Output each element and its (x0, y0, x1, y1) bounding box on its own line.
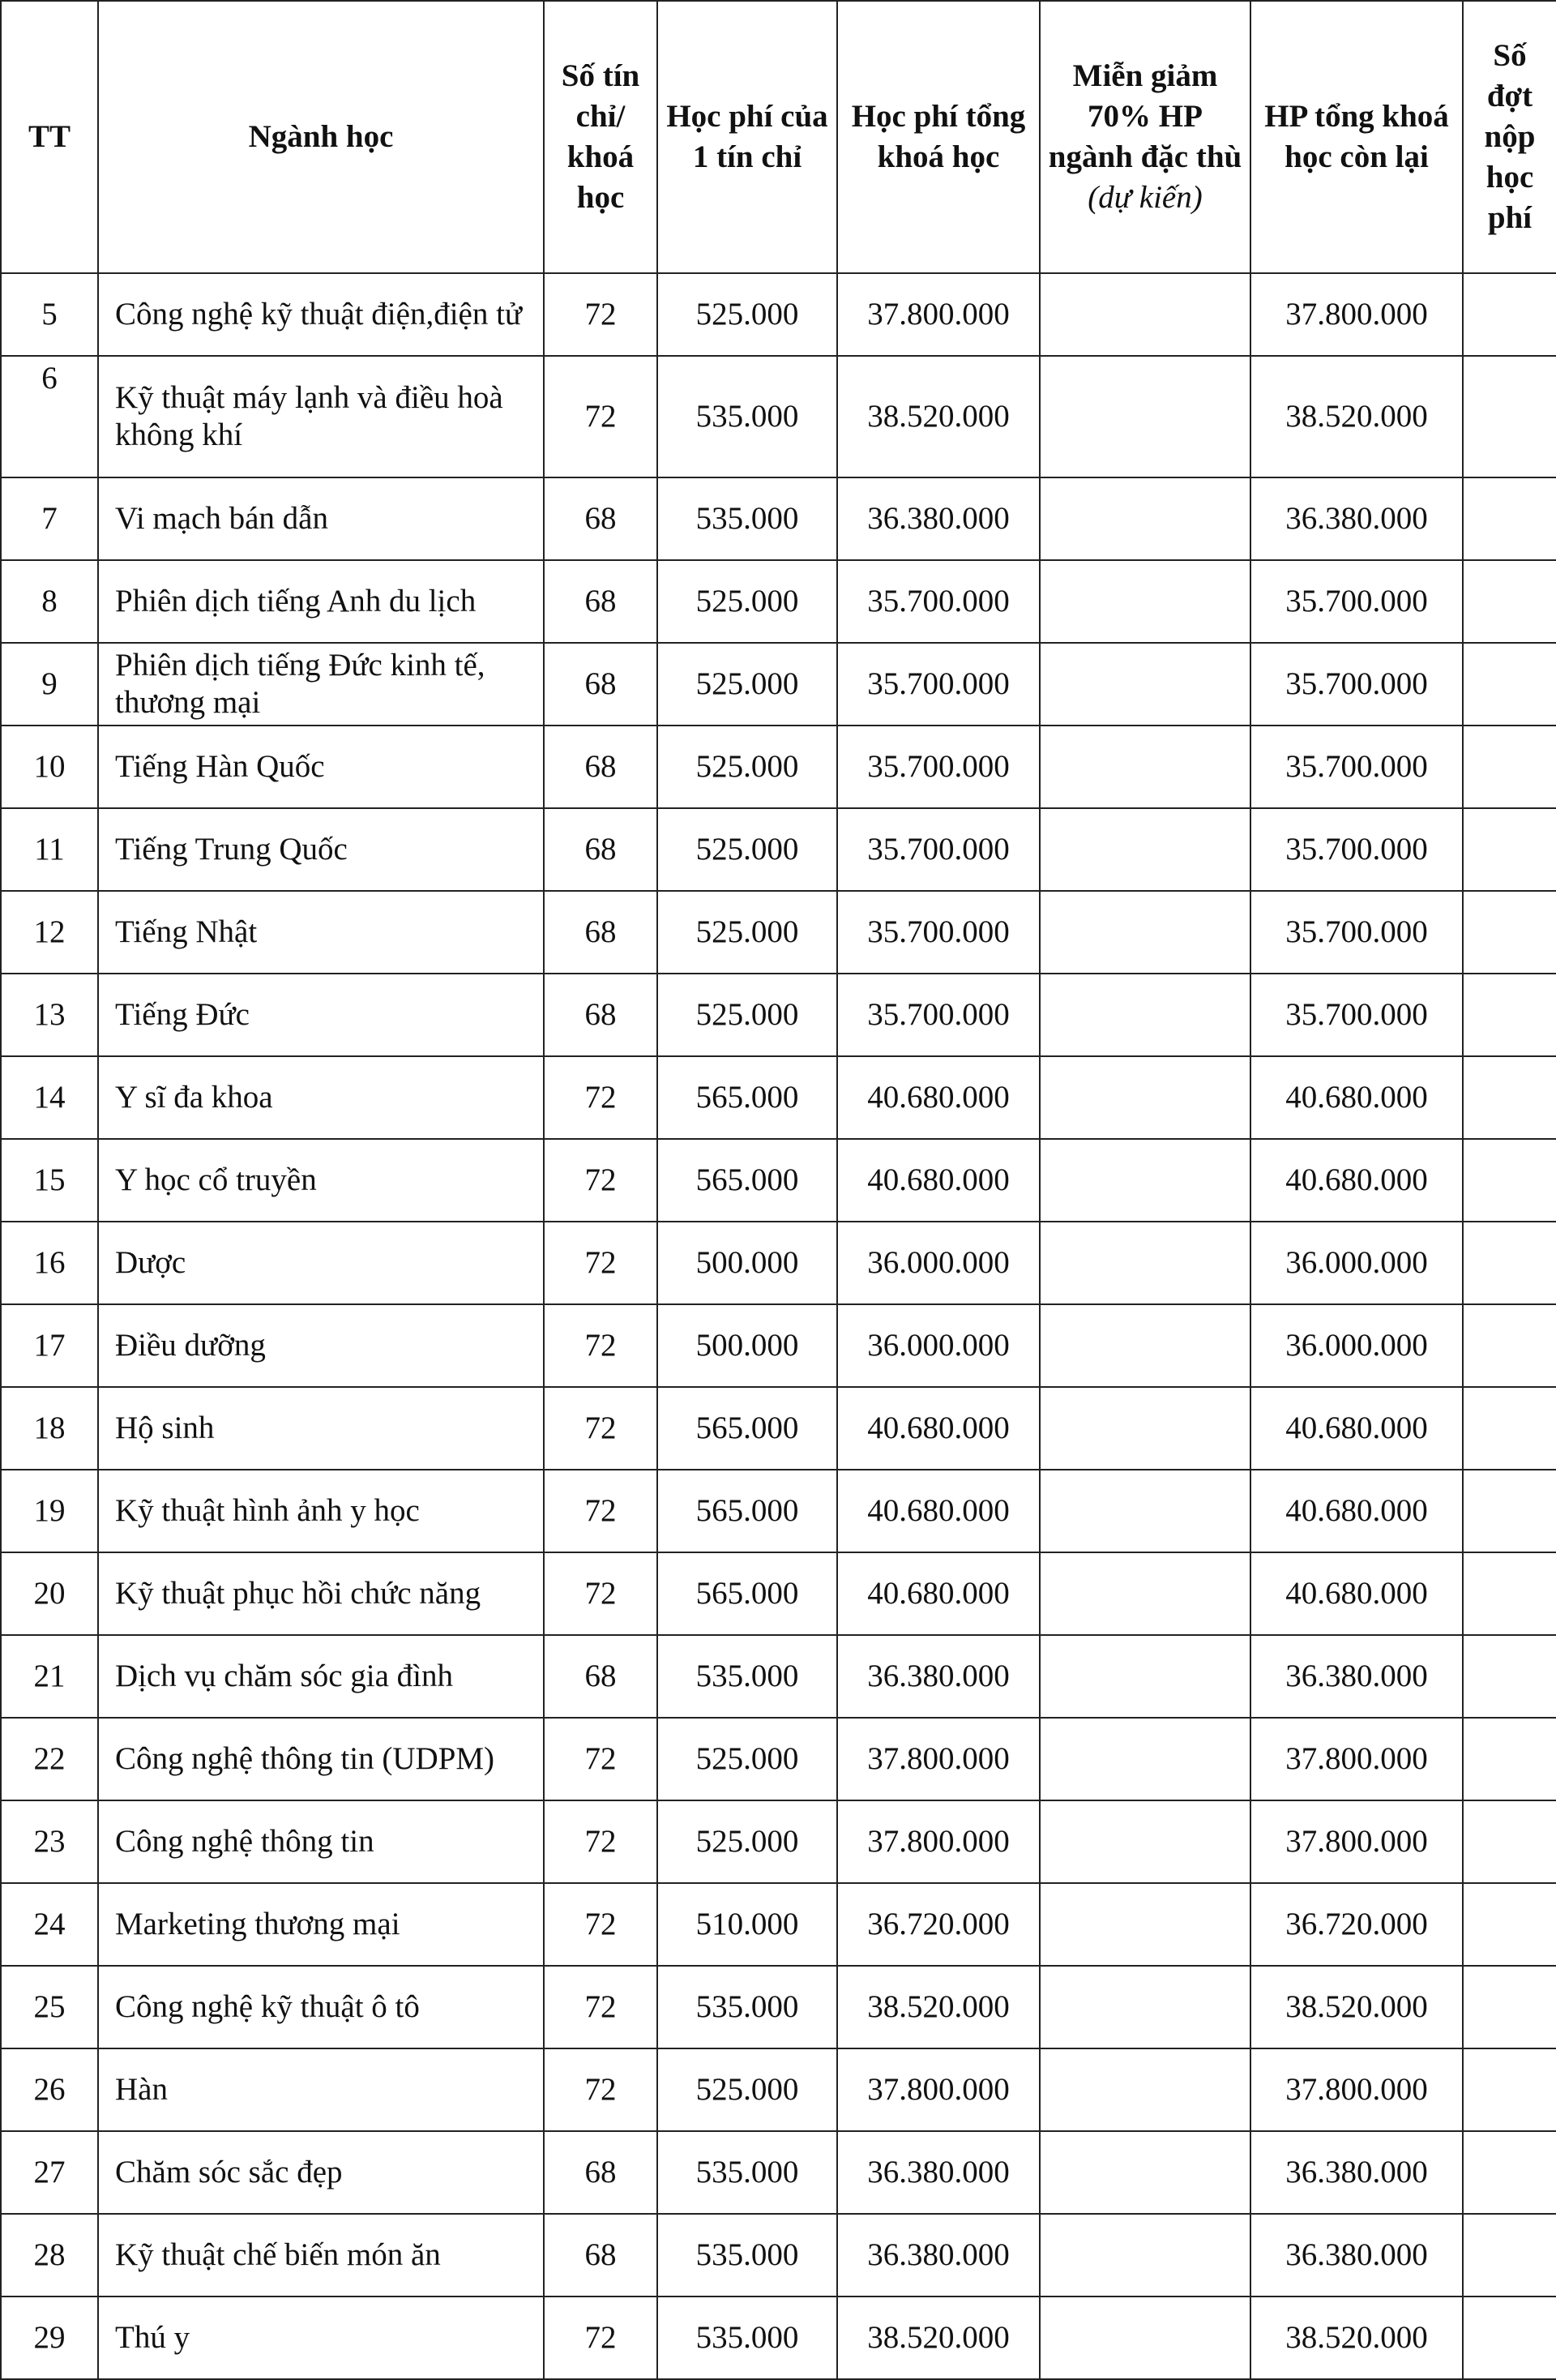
cell-major: Phiên dịch tiếng Anh du lịch (98, 560, 544, 643)
cell-credits: 68 (544, 2214, 657, 2297)
cell-total-fee: 37.800.000 (837, 2048, 1040, 2131)
cell-major: Hộ sinh (98, 1387, 544, 1470)
cell-remaining: 37.800.000 (1250, 1800, 1463, 1883)
cell-remaining: 40.680.000 (1250, 1056, 1463, 1139)
header-tt: TT (1, 1, 98, 273)
cell-remaining: 36.000.000 (1250, 1222, 1463, 1304)
cell-total-fee: 36.000.000 (837, 1304, 1040, 1387)
cell-total-fee: 40.680.000 (837, 1470, 1040, 1552)
cell-discount (1040, 1883, 1250, 1966)
cell-fee-per-credit: 565.000 (657, 1552, 837, 1635)
cell-remaining: 38.520.000 (1250, 356, 1463, 477)
cell-tt: 18 (1, 1387, 98, 1470)
cell-installments (1463, 1552, 1556, 1635)
table-row (1, 2214, 1556, 2297)
cell-discount (1040, 2131, 1250, 2214)
cell-discount (1040, 2048, 1250, 2131)
cell-total-fee: 35.700.000 (837, 974, 1040, 1056)
cell-fee-per-credit: 500.000 (657, 1222, 837, 1304)
cell-major: Dịch vụ chăm sóc gia đình (98, 1635, 544, 1718)
cell-installments (1463, 1635, 1556, 1718)
cell-tt: 17 (1, 1304, 98, 1387)
cell-installments (1463, 477, 1556, 560)
cell-tt: 9 (1, 643, 98, 726)
cell-credits: 72 (544, 1304, 657, 1387)
cell-total-fee: 38.520.000 (837, 2297, 1040, 2379)
cell-tt: 16 (1, 1222, 98, 1304)
table-row (1, 1966, 1556, 2048)
table-row (1, 643, 1556, 726)
cell-credits: 68 (544, 808, 657, 891)
cell-fee-per-credit: 535.000 (657, 477, 837, 560)
cell-remaining: 36.380.000 (1250, 2131, 1463, 2214)
cell-discount (1040, 1139, 1250, 1222)
cell-fee-per-credit: 535.000 (657, 2297, 837, 2379)
cell-total-fee: 37.800.000 (837, 1800, 1040, 1883)
cell-fee-per-credit: 525.000 (657, 726, 837, 808)
cell-tt: 11 (1, 808, 98, 891)
cell-major: Dược (98, 1222, 544, 1304)
cell-remaining: 40.680.000 (1250, 1139, 1463, 1222)
cell-discount (1040, 1056, 1250, 1139)
cell-fee-per-credit: 525.000 (657, 808, 837, 891)
cell-fee-per-credit: 525.000 (657, 273, 837, 356)
cell-discount (1040, 808, 1250, 891)
cell-total-fee: 35.700.000 (837, 560, 1040, 643)
cell-discount (1040, 1966, 1250, 2048)
cell-credits: 68 (544, 560, 657, 643)
cell-credits: 72 (544, 1056, 657, 1139)
cell-remaining: 38.520.000 (1250, 2297, 1463, 2379)
cell-fee-per-credit: 510.000 (657, 1883, 837, 1966)
table-row (1, 1718, 1556, 1800)
cell-fee-per-credit: 535.000 (657, 356, 837, 477)
cell-total-fee: 40.680.000 (837, 1056, 1040, 1139)
cell-installments (1463, 1718, 1556, 1800)
cell-remaining: 36.380.000 (1250, 2214, 1463, 2297)
cell-remaining: 37.800.000 (1250, 2048, 1463, 2131)
cell-fee-per-credit: 525.000 (657, 560, 837, 643)
cell-total-fee: 36.380.000 (837, 477, 1040, 560)
cell-installments (1463, 1304, 1556, 1387)
cell-total-fee: 35.700.000 (837, 808, 1040, 891)
cell-installments (1463, 1470, 1556, 1552)
cell-discount (1040, 273, 1250, 356)
cell-tt: 23 (1, 1800, 98, 1883)
cell-credits: 72 (544, 1800, 657, 1883)
cell-major: Chăm sóc sắc đẹp (98, 2131, 544, 2214)
table-row (1, 560, 1556, 643)
cell-major: Y sĩ đa khoa (98, 1056, 544, 1139)
cell-tt: 14 (1, 1056, 98, 1139)
cell-credits: 72 (544, 1387, 657, 1470)
table-row (1, 1552, 1556, 1635)
cell-tt: 27 (1, 2131, 98, 2214)
cell-fee-per-credit: 535.000 (657, 1966, 837, 2048)
header-discount-main: Miễn giảm 70% HP ngành đặc thù (1048, 58, 1242, 174)
cell-remaining: 40.680.000 (1250, 1470, 1463, 1552)
cell-major: Phiên dịch tiếng Đức kinh tế, thương mại (98, 643, 544, 726)
cell-credits: 72 (544, 2048, 657, 2131)
table-row (1, 1635, 1556, 1718)
table-row (1, 2297, 1556, 2379)
cell-installments (1463, 1222, 1556, 1304)
cell-total-fee: 40.680.000 (837, 1387, 1040, 1470)
cell-installments (1463, 1883, 1556, 1966)
cell-discount (1040, 974, 1250, 1056)
cell-fee-per-credit: 565.000 (657, 1470, 837, 1552)
cell-discount (1040, 1304, 1250, 1387)
cell-installments (1463, 273, 1556, 356)
cell-major: Tiếng Trung Quốc (98, 808, 544, 891)
cell-total-fee: 36.380.000 (837, 2131, 1040, 2214)
cell-tt: 24 (1, 1883, 98, 1966)
cell-tt: 26 (1, 2048, 98, 2131)
cell-remaining: 40.680.000 (1250, 1387, 1463, 1470)
cell-tt: 6 (1, 356, 98, 477)
cell-installments (1463, 891, 1556, 974)
cell-major: Kỹ thuật máy lạnh và điều hoà không khí (98, 356, 544, 477)
table-row (1, 974, 1556, 1056)
cell-fee-per-credit: 500.000 (657, 1304, 837, 1387)
cell-remaining: 35.700.000 (1250, 891, 1463, 974)
cell-major: Công nghệ kỹ thuật ô tô (98, 1966, 544, 2048)
cell-remaining: 40.680.000 (1250, 1552, 1463, 1635)
cell-tt: 21 (1, 1635, 98, 1718)
cell-major: Kỹ thuật chế biến món ăn (98, 2214, 544, 2297)
cell-total-fee: 37.800.000 (837, 273, 1040, 356)
cell-tt: 5 (1, 273, 98, 356)
cell-installments (1463, 2131, 1556, 2214)
cell-credits: 68 (544, 974, 657, 1056)
cell-fee-per-credit: 535.000 (657, 2214, 837, 2297)
table-row (1, 1222, 1556, 1304)
cell-remaining: 37.800.000 (1250, 273, 1463, 356)
table-row (1, 1387, 1556, 1470)
cell-fee-per-credit: 525.000 (657, 1800, 837, 1883)
header-fee-per-credit: Học phí của 1 tín chỉ (657, 1, 837, 273)
cell-discount (1040, 1470, 1250, 1552)
cell-fee-per-credit: 525.000 (657, 643, 837, 726)
cell-installments (1463, 2214, 1556, 2297)
table-row (1, 1800, 1556, 1883)
cell-installments (1463, 1387, 1556, 1470)
cell-major: Công nghệ thông tin (98, 1800, 544, 1883)
cell-total-fee: 36.000.000 (837, 1222, 1040, 1304)
cell-discount (1040, 1800, 1250, 1883)
cell-remaining: 35.700.000 (1250, 643, 1463, 726)
cell-tt: 28 (1, 2214, 98, 2297)
cell-credits: 72 (544, 1552, 657, 1635)
cell-installments (1463, 1800, 1556, 1883)
cell-installments (1463, 1056, 1556, 1139)
cell-total-fee: 40.680.000 (837, 1552, 1040, 1635)
cell-credits: 68 (544, 643, 657, 726)
cell-credits: 72 (544, 356, 657, 477)
cell-discount (1040, 1222, 1250, 1304)
cell-discount (1040, 1718, 1250, 1800)
cell-fee-per-credit: 535.000 (657, 1635, 837, 1718)
cell-discount (1040, 643, 1250, 726)
cell-discount (1040, 1552, 1250, 1635)
cell-installments (1463, 1139, 1556, 1222)
cell-remaining: 36.380.000 (1250, 477, 1463, 560)
cell-major: Marketing thương mại (98, 1883, 544, 1966)
cell-fee-per-credit: 525.000 (657, 974, 837, 1056)
table-row (1, 356, 1556, 477)
table-row (1, 1304, 1556, 1387)
cell-total-fee: 38.520.000 (837, 356, 1040, 477)
cell-remaining: 36.000.000 (1250, 1304, 1463, 1387)
cell-credits: 72 (544, 1718, 657, 1800)
cell-installments (1463, 356, 1556, 477)
cell-tt: 19 (1, 1470, 98, 1552)
cell-major: Tiếng Đức (98, 974, 544, 1056)
table-row (1, 891, 1556, 974)
cell-major: Hàn (98, 2048, 544, 2131)
cell-major: Công nghệ kỹ thuật điện,điện tử (98, 273, 544, 356)
table-row (1, 1470, 1556, 1552)
cell-major: Y học cổ truyền (98, 1139, 544, 1222)
cell-installments (1463, 2048, 1556, 2131)
cell-discount (1040, 356, 1250, 477)
cell-tt: 8 (1, 560, 98, 643)
cell-credits: 72 (544, 273, 657, 356)
header-total-fee: Học phí tổng khoá học (837, 1, 1040, 273)
cell-credits: 68 (544, 2131, 657, 2214)
cell-major: Vi mạch bán dẫn (98, 477, 544, 560)
cell-credits: 72 (544, 1966, 657, 2048)
table-row (1, 1883, 1556, 1966)
table-row (1, 808, 1556, 891)
cell-discount (1040, 1387, 1250, 1470)
cell-total-fee: 38.520.000 (837, 1966, 1040, 2048)
cell-credits: 68 (544, 726, 657, 808)
cell-major: Công nghệ thông tin (UDPM) (98, 1718, 544, 1800)
cell-tt: 22 (1, 1718, 98, 1800)
cell-fee-per-credit: 535.000 (657, 2131, 837, 2214)
cell-tt: 13 (1, 974, 98, 1056)
cell-installments (1463, 1966, 1556, 2048)
header-remaining: HP tổng khoá học còn lại (1250, 1, 1463, 273)
cell-credits: 68 (544, 1635, 657, 1718)
cell-fee-per-credit: 565.000 (657, 1139, 837, 1222)
cell-credits: 72 (544, 2297, 657, 2379)
cell-total-fee: 35.700.000 (837, 643, 1040, 726)
cell-remaining: 36.380.000 (1250, 1635, 1463, 1718)
cell-total-fee: 37.800.000 (837, 1718, 1040, 1800)
cell-fee-per-credit: 565.000 (657, 1387, 837, 1470)
cell-fee-per-credit: 565.000 (657, 1056, 837, 1139)
cell-credits: 68 (544, 477, 657, 560)
header-row (1, 1, 1556, 273)
cell-major: Thú y (98, 2297, 544, 2379)
cell-installments (1463, 808, 1556, 891)
table-row (1, 1056, 1556, 1139)
cell-remaining: 35.700.000 (1250, 808, 1463, 891)
cell-discount (1040, 1635, 1250, 1718)
cell-fee-per-credit: 525.000 (657, 2048, 837, 2131)
cell-total-fee: 36.720.000 (837, 1883, 1040, 1966)
cell-remaining: 35.700.000 (1250, 726, 1463, 808)
cell-installments (1463, 560, 1556, 643)
cell-credits: 72 (544, 1470, 657, 1552)
cell-tt: 10 (1, 726, 98, 808)
cell-discount (1040, 726, 1250, 808)
header-installments: Số đợt nộp học phí (1463, 1, 1556, 273)
cell-installments (1463, 643, 1556, 726)
cell-installments (1463, 2297, 1556, 2379)
cell-remaining: 36.720.000 (1250, 1883, 1463, 1966)
cell-installments (1463, 974, 1556, 1056)
cell-tt: 15 (1, 1139, 98, 1222)
cell-total-fee: 40.680.000 (837, 1139, 1040, 1222)
cell-remaining: 35.700.000 (1250, 560, 1463, 643)
table-row (1, 2048, 1556, 2131)
table-row (1, 2131, 1556, 2214)
cell-credits: 72 (544, 1139, 657, 1222)
cell-tt: 7 (1, 477, 98, 560)
cell-tt: 20 (1, 1552, 98, 1635)
cell-discount (1040, 891, 1250, 974)
cell-discount (1040, 560, 1250, 643)
cell-credits: 68 (544, 891, 657, 974)
cell-major: Điều dưỡng (98, 1304, 544, 1387)
cell-credits: 72 (544, 1883, 657, 1966)
cell-credits: 72 (544, 1222, 657, 1304)
cell-fee-per-credit: 525.000 (657, 1718, 837, 1800)
cell-tt: 12 (1, 891, 98, 974)
cell-total-fee: 35.700.000 (837, 726, 1040, 808)
cell-major: Kỹ thuật phục hồi chức năng (98, 1552, 544, 1635)
cell-remaining: 37.800.000 (1250, 1718, 1463, 1800)
table-row (1, 273, 1556, 356)
cell-total-fee: 36.380.000 (837, 1635, 1040, 1718)
cell-fee-per-credit: 525.000 (657, 891, 837, 974)
header-discount (1040, 1, 1250, 273)
cell-installments (1463, 726, 1556, 808)
cell-discount (1040, 2214, 1250, 2297)
table-row (1, 726, 1556, 808)
cell-major: Kỹ thuật hình ảnh y học (98, 1470, 544, 1552)
cell-discount (1040, 2297, 1250, 2379)
header-discount-note: (dự kiến) (1088, 180, 1203, 215)
header-major: Ngành học (98, 1, 544, 273)
cell-remaining: 38.520.000 (1250, 1966, 1463, 2048)
cell-total-fee: 35.700.000 (837, 891, 1040, 974)
table-row (1, 477, 1556, 560)
cell-major: Tiếng Hàn Quốc (98, 726, 544, 808)
cell-major: Tiếng Nhật (98, 891, 544, 974)
table-row (1, 1139, 1556, 1222)
cell-total-fee: 36.380.000 (837, 2214, 1040, 2297)
header-credits: Số tín chỉ/ khoá học (544, 1, 657, 273)
cell-discount (1040, 477, 1250, 560)
cell-remaining: 35.700.000 (1250, 974, 1463, 1056)
cell-tt: 25 (1, 1966, 98, 2048)
cell-tt: 29 (1, 2297, 98, 2379)
